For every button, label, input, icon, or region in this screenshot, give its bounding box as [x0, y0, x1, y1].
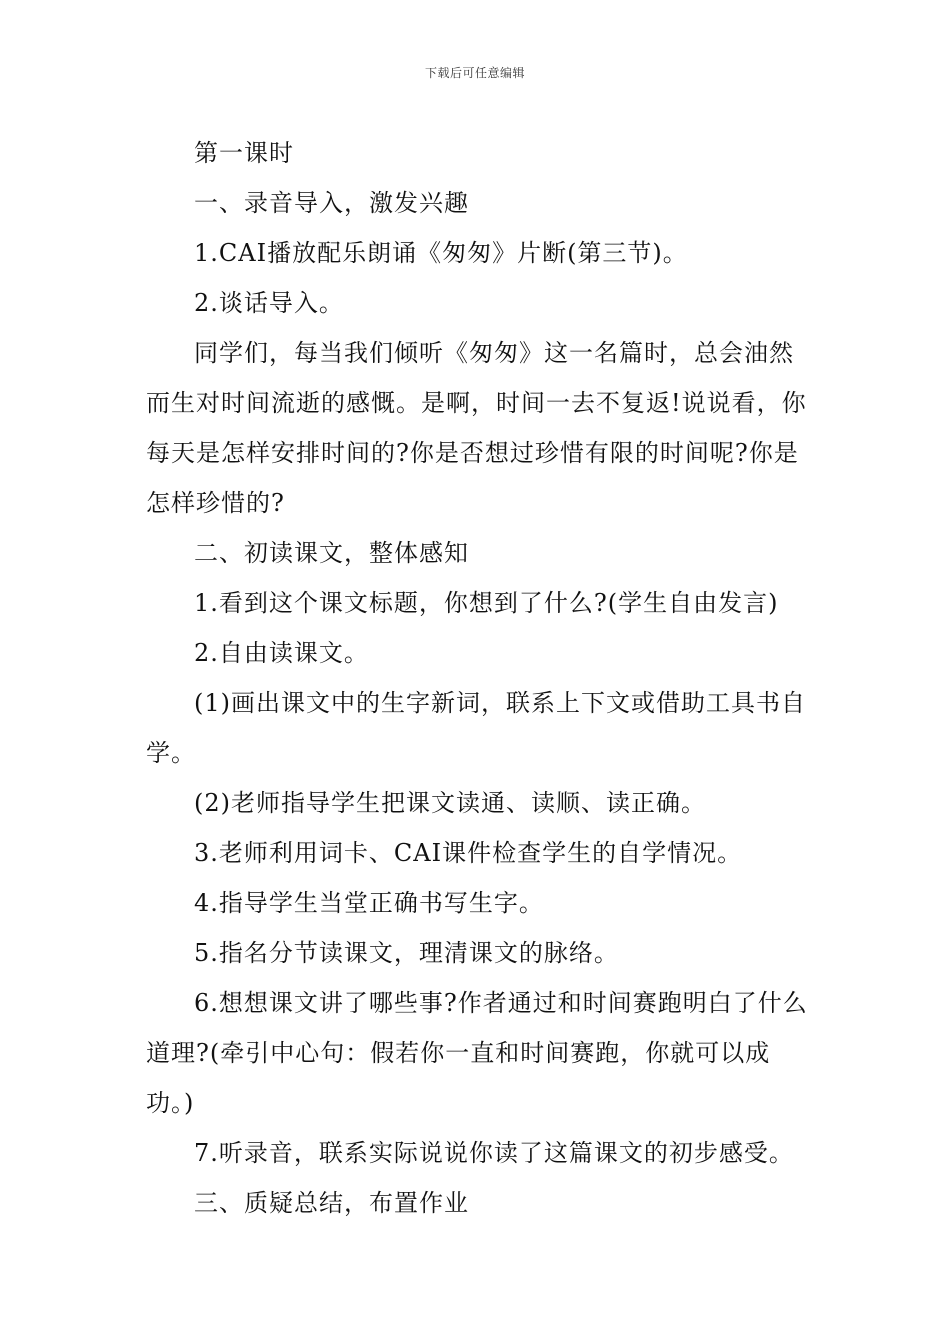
- paragraph: 2.自由读课文。: [194, 639, 369, 667]
- paragraph: 6.想想课文讲了哪些事?作者通过和时间赛跑明白了什么道理?(牵引中心句：假若你一直和时间赛跑，你就可以成功。): [146, 989, 808, 1117]
- document-body: [146, 128, 814, 1228]
- section-heading-2: 二、初读课文，整体感知: [194, 539, 469, 567]
- paragraph: 7.听录音，联系实际说说你读了这篇课文的初步感受。: [194, 1139, 794, 1167]
- paragraph: 1.CAI播放配乐朗诵《匆匆》片断(第三节)。: [194, 239, 688, 267]
- paragraph: 2.谈话导入。: [194, 289, 344, 317]
- paragraph: 3.老师利用词卡、CAI课件检查学生的自学情况。: [194, 839, 743, 867]
- paragraph: (1)画出课文中的生字新词，联系上下文或借助工具书自学。: [146, 689, 806, 767]
- paragraph: 1.看到这个课文标题，你想到了什么?(学生自由发言): [194, 589, 779, 617]
- lesson-period-heading: 第一课时: [194, 139, 294, 167]
- paragraph: 同学们，每当我们倾听《匆匆》这一名篇时，总会油然而生对时间流逝的感慨。是啊，时间一去不复返!说说看，你每天是怎样安排时间的?你是否想过珍惜有限的时间呢?你是怎样珍惜的?: [146, 339, 807, 517]
- paragraph: 5.指名分节读课文，理清课文的脉络。: [194, 939, 619, 967]
- paragraph: 4.指导学生当堂正确书写生字。: [194, 889, 544, 917]
- paragraph: (2)老师指导学生把课文读通、读顺、读正确。: [194, 789, 706, 817]
- page-header-note: 下载后可任意编辑: [424, 66, 525, 80]
- section-heading-3: 三、质疑总结，布置作业: [194, 1189, 469, 1217]
- section-heading-1: 一、录音导入，激发兴趣: [194, 189, 469, 217]
